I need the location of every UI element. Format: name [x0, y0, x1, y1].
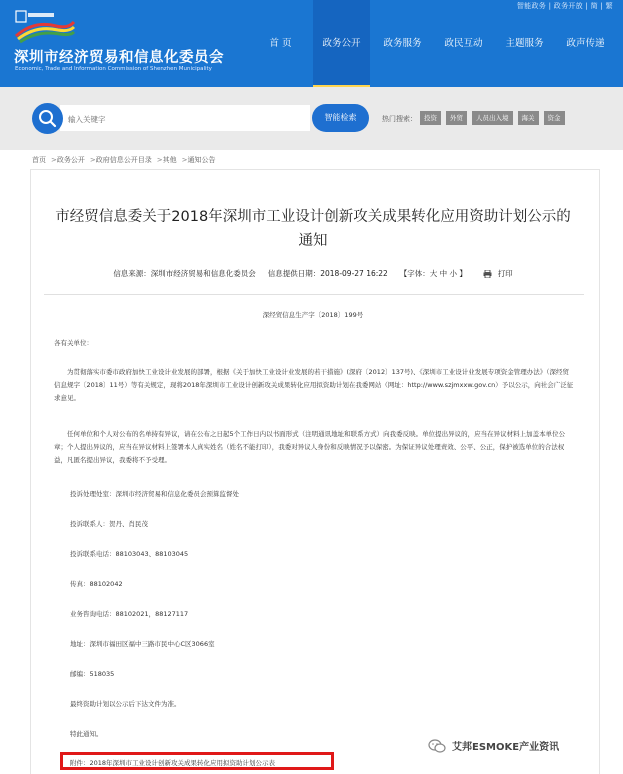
article-title — [38, 205, 588, 253]
breadcrumb — [32, 155, 216, 165]
search-icon — [32, 103, 63, 134]
article-title-line1: 市经贸信息委关于2018年深圳市工业设计创新攻关成果转化应用资助计划公示的 — [55, 209, 571, 225]
info-source: 信息来源：深圳市经济贸易和信息化委员会 — [113, 269, 256, 278]
salutation: 各有关单位： — [54, 339, 93, 347]
info-date: 信息提供日期：2018-09-27 16:22 — [267, 269, 388, 278]
watermark-text: 艾邦ESMOKE产业资讯 — [452, 742, 560, 753]
hot-tag-trade[interactable]: 外贸 — [446, 111, 467, 125]
breadcrumb-gov-open[interactable]: 政务公开 — [56, 156, 85, 164]
article-panel — [30, 169, 600, 774]
breadcrumb-catalog[interactable]: 政府信息公开目录 — [95, 156, 152, 164]
breadcrumb-separator: > — [156, 156, 163, 164]
breadcrumb-home[interactable]: 首页 — [32, 156, 46, 164]
complaint-phone: 投诉联系电话：88103043、88103045 — [70, 550, 189, 558]
hot-tag-immigration[interactable]: 人员出入境 — [472, 111, 513, 125]
nav-interaction[interactable]: 政民互动 — [444, 38, 483, 49]
org-name-en: Economic, Trade and Information Commission of Shenzhen Municipality — [15, 66, 212, 72]
org-name-cn: 深圳市经济贸易和信息化委员会 — [14, 50, 224, 66]
complaint-office: 投诉处理处室：深圳市经济贸易和信息化委员会预算监督处 — [70, 490, 239, 498]
top-links[interactable]: 智能政务 | 政务开放 | 简 | 繁 — [516, 2, 613, 10]
attachment-link[interactable]: 附件：2018年深圳市工业设计创新攻关成果转化应用拟资助计划公示表 — [70, 759, 276, 767]
document-number: 深经贸信息生产字〔2018〕199号 — [262, 311, 364, 319]
breadcrumb-notice[interactable]: 通知公告 — [187, 156, 216, 164]
nav-topic-services[interactable]: 主题服务 — [505, 38, 544, 49]
smart-search-button[interactable]: 智能检索 — [312, 104, 369, 132]
paragraph-2: 任何单位和个人对公布的名单持有异议，请在公布之日起5个工作日内以书面形式（注明通讯地址和联系方式）向我委反映。单位提出异议的，应当在异议材料上加盖本单位公章；个人提出异议的，应当在异议材料上签署本人真实姓名（姓名不能打印），我委对异议人身份和反映情况予以保密。为保证异议处理责效、公平、公正，保护被选单位的合法权益，凡匿名提出异议，我委将不予受理。 — [54, 430, 566, 464]
print-link[interactable]: 打印 — [497, 269, 513, 278]
closing-notice: 特此通知。 — [70, 730, 103, 738]
print-icon[interactable] — [483, 270, 492, 278]
hot-tag-funds[interactable]: 资金 — [544, 111, 565, 125]
hot-search-label: 热门搜索： — [382, 115, 417, 123]
consult-phone: 业务咨询电话：88102021，88127117 — [70, 610, 189, 618]
article-title-line2: 通知 — [298, 233, 328, 249]
postcode: 邮编：518035 — [70, 670, 115, 678]
breadcrumb-separator: > — [181, 156, 188, 164]
wechat-icon — [428, 739, 446, 753]
search-input[interactable] — [66, 105, 300, 133]
breadcrumb-separator: > — [89, 156, 96, 164]
breadcrumb-other[interactable]: 其他 — [162, 156, 177, 164]
fax: 传真：88102042 — [70, 580, 123, 588]
complaint-contact: 投诉联系人：贺丹、肖民茂 — [70, 520, 148, 528]
paragraph-1: 为贯彻落实市委市政府加快工业设计业发展的部署，根据《关于加快工业设计业发展的若干措施》(深府〔2012〕137号)、《深圳市工业设计业发展专项资金管理办法》（深经贸信息规字〔2018〕11号）等有关规定，现将2018年深圳市工业设计创新攻关成果转化应用拟资助计划在我委网站（网址：http://www.szjmxxw.gov.cn）予以公示，向社会广泛征求意见。 — [54, 368, 574, 402]
breadcrumb-separator: > — [51, 156, 57, 164]
final-note: 最终资助计划以公示后下达文件为准。 — [70, 700, 181, 708]
site-logo[interactable] — [14, 10, 76, 44]
main-nav — [252, 0, 618, 87]
watermark — [428, 738, 559, 753]
hot-tag-invest[interactable]: 投资 — [420, 111, 441, 125]
hot-tag-customs[interactable]: 海关 — [518, 111, 539, 125]
meta-divider — [44, 294, 584, 295]
hot-search-tags — [420, 111, 570, 125]
nav-gov-affairs-open[interactable]: 政务公开 — [313, 0, 370, 87]
nav-gov-services[interactable]: 政务服务 — [383, 38, 422, 49]
nav-gov-voice[interactable]: 政声传递 — [566, 38, 605, 49]
search-icon-button[interactable] — [32, 103, 63, 134]
font-size-selector[interactable]: 【字体：大 中 小 】 — [399, 269, 467, 278]
address: 地址：深圳市福田区福中三路市民中心C区3066室 — [70, 640, 215, 648]
nav-home[interactable]: 首 页 — [269, 38, 292, 49]
article-meta — [40, 268, 586, 279]
search-box — [60, 105, 310, 131]
